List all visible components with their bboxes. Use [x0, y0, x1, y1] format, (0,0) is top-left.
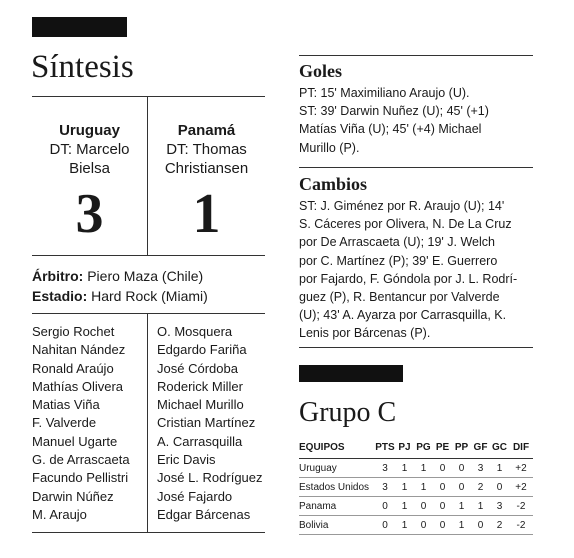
standings-header-cell: EQUIPOS: [299, 437, 375, 459]
standings-team-cell: Panama: [299, 497, 375, 516]
away-player: Eric Davis: [157, 452, 216, 468]
away-player: Edgar Bárcenas: [157, 506, 251, 522]
away-player: Cristian Martínez: [157, 415, 256, 431]
home-team: [32, 121, 147, 178]
goals-line: Matías Viña (U); 45' (+4) Michael: [299, 122, 482, 137]
goals-line: Murillo (P).: [299, 140, 360, 155]
home-player: Nahitan Nández: [32, 342, 126, 358]
standings-header-cell: GC: [490, 437, 509, 459]
standings-value-cell: 3: [490, 497, 509, 516]
standings-row: [299, 516, 533, 535]
standings-team-cell: Bolivia: [299, 516, 375, 535]
standings-value-cell: 0: [471, 516, 490, 535]
standings-value-cell: 1: [452, 497, 471, 516]
standings-value-cell: 0: [414, 497, 433, 516]
standings-value-cell: 0: [414, 516, 433, 535]
standings-value-cell: 0: [433, 497, 452, 516]
away-lineup: [157, 323, 265, 524]
home-player: M. Araujo: [32, 506, 87, 522]
right-top-rule: [299, 55, 533, 56]
standings-value-cell: 0: [490, 478, 509, 497]
lineup-bottom-rule: [32, 532, 265, 533]
away-player: Edgardo Fariña: [157, 342, 247, 358]
away-player: José Fajardo: [157, 488, 233, 504]
standings-header-cell: DIF: [509, 437, 533, 459]
standings-value-cell: 0: [375, 516, 395, 535]
home-score: 3: [75, 183, 104, 245]
home-player: Ronald Araújo: [32, 360, 114, 376]
standings-team-cell: Estados Unidos: [299, 478, 375, 497]
changes-line: ST: J. Giménez por R. Araujo (U); 14': [299, 199, 505, 213]
section-marker-bar: [32, 17, 127, 37]
standings-row: [299, 459, 533, 478]
changes-bottom-rule: [299, 347, 533, 348]
standings-value-cell: 0: [433, 516, 452, 535]
home-player: Manuel Ugarte: [32, 433, 118, 449]
referee-line: Árbitro: Piero Maza (Chile): [32, 268, 204, 284]
standings-value-cell: 1: [395, 516, 414, 535]
away-player: Roderick Miller: [157, 378, 243, 394]
changes-line: guez (P), R. Bentancur por Valverde: [299, 290, 500, 305]
home-coach: DT: Marcelo Bielsa: [49, 141, 130, 177]
goals-bottom-rule: [299, 167, 533, 168]
away-player: José L. Rodríguez: [157, 470, 263, 486]
standings-header-cell: PJ: [395, 437, 414, 459]
synthesis-title: Síntesis: [31, 49, 134, 85]
stadium-line: Estadio: Hard Rock (Miami): [32, 288, 208, 304]
info-bottom-rule: [32, 313, 265, 314]
goals-text: [299, 84, 533, 157]
standings-value-cell: 2: [471, 478, 490, 497]
standings-value-cell: 0: [452, 459, 471, 478]
home-player: Mathías Olivera: [32, 378, 124, 394]
standings-value-cell: 2: [490, 516, 509, 535]
standings-value-cell: 1: [395, 497, 414, 516]
changes-line: por De Arrascaeta (U); 19' J. Welch: [299, 235, 495, 250]
standings-value-cell: 1: [414, 478, 433, 497]
standings-value-cell: -2: [509, 497, 533, 516]
lineup-divider: [147, 314, 148, 532]
group-marker-bar: [299, 365, 403, 382]
home-player: G. de Arrascaeta: [32, 452, 130, 468]
standings-value-cell: +2: [509, 459, 533, 478]
standings-value-cell: 1: [414, 459, 433, 478]
away-player: A. Carrasquilla: [157, 433, 243, 449]
standings-value-cell: 1: [452, 516, 471, 535]
standings-value-cell: 3: [375, 478, 395, 497]
goals-line: ST: 39' Darwin Nuñez (U); 45' (+1): [299, 104, 489, 119]
standings-value-cell: 1: [395, 459, 414, 478]
changes-line: por Fajardo, F. Góndola por J. L. Rodrí-: [299, 271, 518, 286]
standings-value-cell: 0: [452, 478, 471, 497]
group-title: Grupo C: [299, 397, 397, 428]
standings-table: [299, 437, 533, 535]
home-team-name: Uruguay: [59, 122, 120, 139]
home-player: Darwin Núñez: [32, 488, 114, 504]
changes-text: [299, 197, 533, 343]
goals-line: PT: 15' Maximiliano Araujo (U).: [299, 86, 470, 100]
standings-row: [299, 478, 533, 497]
standings-row: [299, 497, 533, 516]
home-player: Sergio Rochet: [32, 324, 115, 339]
changes-line: S. Cáceres por Olivera, N. De La Cruz: [299, 217, 512, 232]
standings-header-row: [299, 437, 533, 459]
away-score: 1: [192, 183, 221, 245]
home-player: F. Valverde: [32, 415, 97, 431]
changes-title: Cambios: [299, 174, 368, 194]
away-player: O. Mosquera: [157, 324, 233, 339]
standings-value-cell: 1: [490, 459, 509, 478]
standings-header-cell: PTS: [375, 437, 395, 459]
away-coach: DT: Thomas Christiansen: [164, 141, 249, 177]
standings-value-cell: 0: [375, 497, 395, 516]
home-lineup: [32, 323, 146, 524]
changes-line: (U); 43' A. Ayarza por Carrasquilla, K.: [299, 308, 507, 323]
changes-line: por C. Martínez (P); 39' E. Guerrero: [299, 253, 498, 268]
changes-line: Lenis por Bárcenas (P).: [299, 326, 431, 341]
standings-header-cell: PG: [414, 437, 433, 459]
top-rule: [32, 96, 265, 97]
away-player: Michael Murillo: [157, 397, 244, 413]
away-team: [148, 121, 265, 178]
standings-header-cell: PP: [452, 437, 471, 459]
standings-value-cell: 0: [433, 478, 452, 497]
goals-title: Goles: [299, 61, 342, 81]
standings-value-cell: 0: [433, 459, 452, 478]
standings-team-cell: Uruguay: [299, 459, 375, 478]
away-player: José Córdoba: [157, 360, 238, 376]
standings-value-cell: 1: [395, 478, 414, 497]
standings-value-cell: 1: [471, 497, 490, 516]
home-player: Matias Viña: [32, 397, 100, 413]
score-bottom-rule: [32, 255, 265, 256]
standings-header-cell: PE: [433, 437, 452, 459]
standings-value-cell: 3: [471, 459, 490, 478]
standings-value-cell: 3: [375, 459, 395, 478]
home-player: Facundo Pellistri: [32, 470, 129, 486]
standings-header-cell: GF: [471, 437, 490, 459]
standings-value-cell: -2: [509, 516, 533, 535]
away-team-name: Panamá: [177, 122, 236, 139]
standings-value-cell: +2: [509, 478, 533, 497]
